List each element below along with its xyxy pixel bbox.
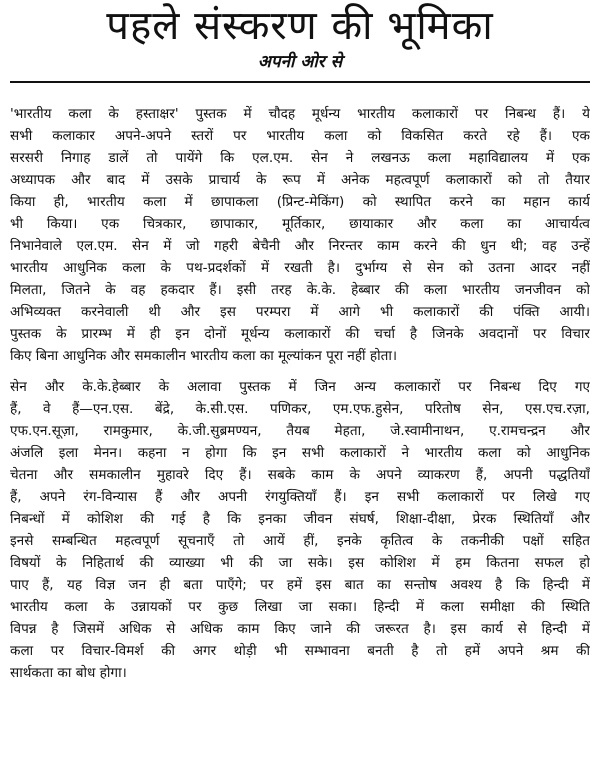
paragraph-line: अंजलि इला मेनन। कहना न होगा कि इन सभी कलाकारों ने भारतीय कला को आधुनिक <box>10 445 590 461</box>
paragraph-line: अध्यापक और बाद में उसके प्राचार्य के रूप में अनेक महत्वपूर्ण कलाकारों को तो तैयार <box>10 172 590 188</box>
paragraph-line: सरसरी निगाह डालें तो पायेंगे कि एल.एम. सेन ने लखनऊ कला महाविद्यालय में एक <box>10 150 590 166</box>
document-body <box>10 103 590 684</box>
title-divider <box>10 81 590 83</box>
paragraph-line: हैं, अपने रंग-विन्यास हैं और अपनी रंगयुक्तियाँ हैं। इन सभी कलाकारों पर लिखे गए <box>10 489 590 505</box>
paragraph-line: पाए हैं, यह विज्ञ जन ही बता पाएँगे; पर हमें इस बात का सन्तोष अवश्य है कि हिन्दी में <box>10 577 590 593</box>
paragraph-line: एफ.एन.सूज़ा, रामकुमार, के.जी.सुब्रमण्यन, तैयब मेहता, जे.स्वामीनाथन, ए.रामचन्द्रन और <box>10 423 590 439</box>
paragraph-line: इनसे सम्बन्धित महत्वपूर्ण सूचनाएँ तो आयें हीं, इनके कृतित्व के तकनीकी पक्षों सहित <box>10 533 590 549</box>
paragraph-line: किया ही, भारतीय कला में छापाकला (प्रिन्ट-मेकिंग) को स्थापित करने का महान कार्य <box>10 194 590 210</box>
paragraph-line: कला पर विचार-विमर्श की अगर थोड़ी भी सम्भावना बनती है तो हमें अपने श्रम की <box>10 643 590 659</box>
paragraph-line: सार्थकता का बोध होगा। <box>10 665 127 681</box>
paragraph-line: निभानेवाले एल.एम. सेन में जो गहरी बेचैनी और निरन्तर काम करने की धुन थी; वह उन्हें <box>10 238 590 254</box>
paragraph-line: निबन्धों में कोशिश की गई है कि इनका जीवन संघर्ष, शिक्षा-दीक्षा, प्रेरक स्थितियाँ और <box>10 511 590 527</box>
paragraph-line: भारतीय आधुनिक कला के पथ-प्रदर्शकों में रखती है। दुर्भाग्य से सेन को उतना आदर नहीं <box>10 260 590 276</box>
paragraph-line: 'भारतीय कला के हस्ताक्षर' पुस्तक में चौदह मूर्धन्य भारतीय कलाकारों पर निबन्ध हैं। ये <box>10 106 590 122</box>
paragraph-line: मिलता, जितने के वह हकदार हैं। इसी तरह के.के. हेब्बार की कला भारतीय जनजीवन को <box>10 282 590 298</box>
paragraph-1 <box>10 103 590 367</box>
paragraph-line: विषयों के निहितार्थ की व्याख्या भी की जा सके। इस कोशिश में हम कितना सफल हो <box>10 555 590 571</box>
paragraph-line: सभी कलाकार अपने-अपने स्तरों पर भारतीय कला को विकसित करते रहे हैं। एक <box>10 128 590 144</box>
paragraph-line: भी किया। एक चित्रकार, छापाकार, मूर्तिकार, छायाकार और कला का आचार्यत्व <box>10 216 590 232</box>
paragraph-line: विपन्न है जिसमें अधिक से अधिक काम किए जाने की जरूरत है। इस कार्य से हिन्दी में <box>10 621 590 637</box>
paragraph-line: चेतना और समकालीन मुहावरे दिए हैं। सबके काम के अपने व्याकरण हैं, अपनी पद्धतियाँ <box>10 467 590 483</box>
page-title: पहले संस्करण की भूमिका <box>106 3 494 49</box>
paragraph-line: सेन और के.के.हेब्बार के अलावा पुस्तक में जिन अन्य कलाकारों पर निबन्ध दिए गए <box>10 379 590 395</box>
page-subtitle: अपनी ओर से <box>257 52 343 72</box>
paragraph-line: अभिव्यक्त करनेवाली थी और इस परम्परा में आगे भी कलाकारों की पंक्ति आयी। <box>10 304 590 320</box>
paragraph-line: हैं, वे हैं—एन.एस. बेंद्रे, के.सी.एस. पणिकर, एम.एफ.हुसेन, परितोष सेन, एस.एच.रज़ा, <box>10 401 590 417</box>
paragraph-line: भारतीय कला के उन्नायकों पर कुछ लिखा जा सका। हिन्दी में कला समीक्षा की स्थिति <box>10 599 590 615</box>
paragraph-2 <box>10 376 590 684</box>
paragraph-line: पुस्तक के प्रारम्भ में ही इन दोनों मूर्धन्य कलाकारों की चर्चा है जिनके अवदानों पर विचार <box>10 326 590 342</box>
paragraph-line: किए बिना आधुनिक और समकालीन भारतीय कला का मूल्यांकन पूरा नहीं होता। <box>10 348 398 364</box>
